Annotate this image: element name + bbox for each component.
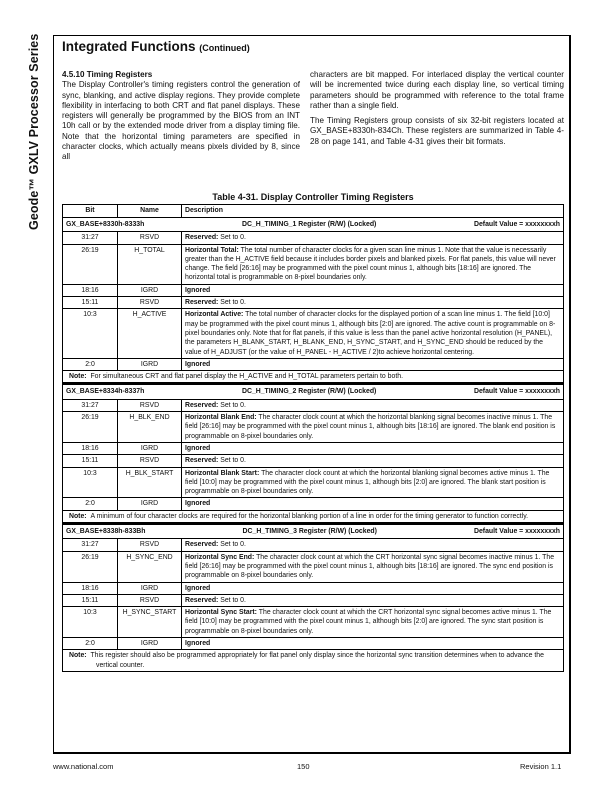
name-cell: H_BLK_START	[118, 467, 182, 498]
name-cell: H_TOTAL	[118, 244, 182, 284]
bit-cell: 2:0	[63, 358, 118, 370]
table-row	[63, 284, 564, 296]
bit-cell: 31:27	[63, 399, 118, 411]
table-row	[63, 498, 564, 510]
description-cell	[182, 637, 564, 649]
bit-cell: 18:16	[63, 284, 118, 296]
name-cell: RSVD	[118, 297, 182, 309]
note-row	[63, 650, 564, 672]
description-text: The character clock count at which the horizontal blanking signal becomes inactive minus 1. The field [26:16] may be programmed with the pixel count minus 1, although bits [18:16] are ignored. The blank end position is programmable on 8-pixel boundaries only.	[185, 414, 556, 440]
description-cell	[182, 594, 564, 606]
table-row	[63, 442, 564, 454]
description-cell	[182, 412, 564, 443]
register-default: Default Value = xxxxxxxxh	[474, 221, 560, 228]
description-cell	[182, 607, 564, 638]
description-text: Set to 0.	[218, 457, 246, 465]
name-cell: IGRD	[118, 582, 182, 594]
name-cell: RSVD	[118, 455, 182, 467]
bit-cell: 2:0	[63, 637, 118, 649]
bit-cell: 15:11	[63, 297, 118, 309]
bit-cell: 15:11	[63, 455, 118, 467]
description-cell	[182, 297, 564, 309]
name-cell: RSVD	[118, 539, 182, 551]
name-cell: H_ACTIVE	[118, 309, 182, 358]
name-cell: RSVD	[118, 232, 182, 244]
description-cell	[182, 455, 564, 467]
continued-paragraph: characters are bit mapped. For interlaced display the vertical counter will be incremented twice during each display line, so vertical timing parameters should be programmed with reference to the total frame rather than a single field.	[310, 70, 564, 110]
bit-cell: 10:3	[63, 607, 118, 638]
bit-cell: 15:11	[63, 594, 118, 606]
description-label: Reserved:	[185, 401, 219, 409]
bit-cell: 10:3	[63, 309, 118, 358]
description-label: Horizontal Sync End:	[185, 553, 255, 561]
note-text: This register should also be programmed appropriately for flat panel only display since the horizontal sync transition determines when to advance the vertical counter.	[90, 652, 544, 669]
table-header-row	[63, 205, 564, 218]
description-cell	[182, 551, 564, 582]
table-row	[63, 297, 564, 309]
note-row	[63, 510, 564, 523]
table-row	[63, 637, 564, 649]
description-label: Ignored	[185, 500, 211, 508]
name-cell: IGRD	[118, 442, 182, 454]
description-label: Ignored	[185, 286, 211, 294]
table-row	[63, 582, 564, 594]
table-caption: Table 4-31. Display Controller Timing Registers	[212, 192, 414, 202]
name-cell: RSVD	[118, 594, 182, 606]
description-text: Set to 0.	[218, 299, 246, 307]
bit-cell: 2:0	[63, 498, 118, 510]
register-address: GX_BASE+8338h-833Bh	[66, 528, 146, 536]
revision: Revision 1.1	[520, 762, 562, 771]
description-text: Set to 0.	[218, 541, 246, 549]
description-cell	[182, 309, 564, 358]
bit-cell: 10:3	[63, 467, 118, 498]
description-label: Horizontal Blank Start:	[185, 469, 260, 477]
timing-registers-table	[62, 204, 564, 672]
description-label: Reserved:	[185, 299, 219, 307]
description-cell	[182, 358, 564, 370]
description-cell	[182, 582, 564, 594]
name-cell: H_SYNC_END	[118, 551, 182, 582]
description-label: Ignored	[185, 639, 211, 647]
bit-cell: 18:16	[63, 442, 118, 454]
description-label: Ignored	[185, 584, 211, 592]
bit-cell: 31:27	[63, 232, 118, 244]
register-address: GX_BASE+8334h-8337h	[66, 388, 145, 396]
note-text: A minimum of four character clocks are required for the horizontal blanking portion of a line in order for the timing generator to function correctly.	[90, 512, 529, 520]
register-header-row	[63, 384, 564, 399]
section-heading: 4.5.10 Timing Registers	[62, 70, 153, 79]
description-cell	[182, 498, 564, 510]
description-label: Reserved:	[185, 457, 219, 465]
description-cell	[182, 442, 564, 454]
register-default: Default Value = xxxxxxxxh	[474, 528, 560, 536]
footer-url: www.national.com	[53, 762, 114, 771]
note-label: Note:	[69, 373, 87, 381]
name-cell: IGRD	[118, 498, 182, 510]
table-row	[63, 309, 564, 358]
description-label: Reserved:	[185, 596, 219, 604]
description-label: Reserved:	[185, 541, 219, 549]
bit-cell: 26:19	[63, 244, 118, 284]
description-text: The total number of character clocks for the displayed portion of a scan line minus 1. The field [10:0] may be programmed with the pixel count minus 1, although bits [2:0] are ignored. The active count is programmable on 8-pixel boundaries only. Note that for flat panels, if this value is less than the panel active horizontal resolution (H_PANEL), the parameters H_BLANK_START, H_BLANK_END, H_SYNC_START, and H_SYNC_END should be reduced by the value of H_ADJUST (or the value of H_PANEL - H_ACTIVE / 2)to achieve horizontal centering.	[185, 311, 556, 356]
description-label: Horizontal Sync Start:	[185, 609, 257, 617]
intro-paragraph: The Display Controller's timing registers control the generation of sync, blanking, and active display regions. They provide complete flexibility in interfacing to both CRT and flat panel displays. These registers will generally be programmed by the BIOS from an INT 10h call or by the extended mode driver from a display timing file. Note that the horizontal timing parameters are specified in character clocks, which actually means pixels divided by 8, since all	[62, 80, 300, 162]
table-row	[63, 358, 564, 370]
description-text: The character clock count at which the CRT horizontal sync signal becomes active minus 1. The field [10:0] may be programmed with the pixel count minus 1, although bits [2:0] are ignored. The sync start position is programmable on 8-pixel boundaries only.	[185, 609, 552, 635]
right-column	[310, 70, 564, 152]
page-title-suffix: (Continued)	[199, 43, 250, 53]
description-cell	[182, 244, 564, 284]
name-cell: RSVD	[118, 399, 182, 411]
name-cell: IGRD	[118, 637, 182, 649]
table-row	[63, 551, 564, 582]
bit-cell: 31:27	[63, 539, 118, 551]
register-header-row	[63, 524, 564, 539]
bit-cell: 26:19	[63, 412, 118, 443]
description-text: The character clock count at which the CRT horizontal sync signal becomes inactive minus 1. The field [26:16] may be programmed with the pixel count minus 1, although bits [18:16] are ignored. The sync end position is programmable on 8-pixel boundaries only.	[185, 553, 555, 580]
header-description: Description	[182, 205, 564, 218]
description-cell	[182, 467, 564, 498]
table-row	[63, 607, 564, 638]
description-text: Set to 0.	[218, 596, 246, 604]
table-row	[63, 399, 564, 411]
table-row	[63, 594, 564, 606]
note-row	[63, 371, 564, 384]
description-cell	[182, 539, 564, 551]
description-label: Horizontal Total:	[185, 246, 239, 254]
table-row	[63, 412, 564, 443]
note-text: For simultaneous CRT and flat panel display the H_ACTIVE and H_TOTAL parameters pertain to both.	[90, 373, 403, 381]
table-row	[63, 467, 564, 498]
series-side-title: Geode™ GXLV Processor Series	[27, 33, 41, 230]
bit-cell: 26:19	[63, 551, 118, 582]
left-column	[62, 70, 300, 168]
table-row	[63, 244, 564, 284]
summary-paragraph: The Timing Registers group consists of six 32-bit registers located at GX_BASE+8330h-834Ch. These registers are summarized in Table 4-28 on page 141, and Table 4-31 gives their bit formats.	[310, 116, 564, 146]
description-text: Set to 0.	[218, 234, 246, 242]
description-text: The total number of character clocks for a given scan line minus 1. Note that the value is necessarily greater than the H_ACTIVE field because it includes border pixels and blanked pixels. For flat panels, this value will never change. The field [26:16] may be programmed with the pixel count minus 1, although bits [18:16] are ignored. The horizontal total is programmable on 8-pixel boundaries only.	[185, 246, 556, 282]
description-cell	[182, 232, 564, 244]
table-row	[63, 232, 564, 244]
register-address: GX_BASE+8330h-8333h	[66, 221, 145, 228]
register-header-row	[63, 218, 564, 232]
note-label: Note:	[69, 512, 87, 520]
description-label: Ignored	[185, 444, 211, 452]
page-title-text: Integrated Functions	[62, 39, 196, 54]
description-label: Ignored	[185, 360, 211, 368]
register-default: Default Value = xxxxxxxxh	[474, 388, 560, 396]
bit-cell: 18:16	[63, 582, 118, 594]
description-label: Reserved:	[185, 234, 219, 242]
header-bit: Bit	[63, 205, 118, 218]
page-number: 150	[297, 762, 310, 771]
description-label: Horizontal Blank End:	[185, 414, 257, 422]
description-cell	[182, 399, 564, 411]
description-text: Set to 0.	[218, 401, 246, 409]
header-name: Name	[118, 205, 182, 218]
name-cell: H_SYNC_START	[118, 607, 182, 638]
name-cell: IGRD	[118, 284, 182, 296]
page-title	[62, 39, 250, 54]
name-cell: IGRD	[118, 358, 182, 370]
name-cell: H_BLK_END	[118, 412, 182, 443]
note-label: Note:	[69, 652, 87, 660]
description-cell	[182, 284, 564, 296]
register-name: DC_H_TIMING_2 Register (R/W) (Locked)	[241, 388, 377, 396]
table-row	[63, 539, 564, 551]
description-text: The character clock count at which the horizontal blanking signal becomes active minus 1. The field [10:0] may be programmed with the pixel count minus 1, although bits [2:0] are ignored. The blank start position is programmable on 8-pixel boundaries only.	[185, 469, 550, 496]
description-label: Horizontal Active:	[185, 311, 244, 319]
register-name: DC_H_TIMING_3 Register (R/W) (Locked)	[242, 528, 377, 536]
table-row	[63, 455, 564, 467]
register-name: DC_H_TIMING_1 Register (R/W) (Locked)	[241, 221, 377, 228]
